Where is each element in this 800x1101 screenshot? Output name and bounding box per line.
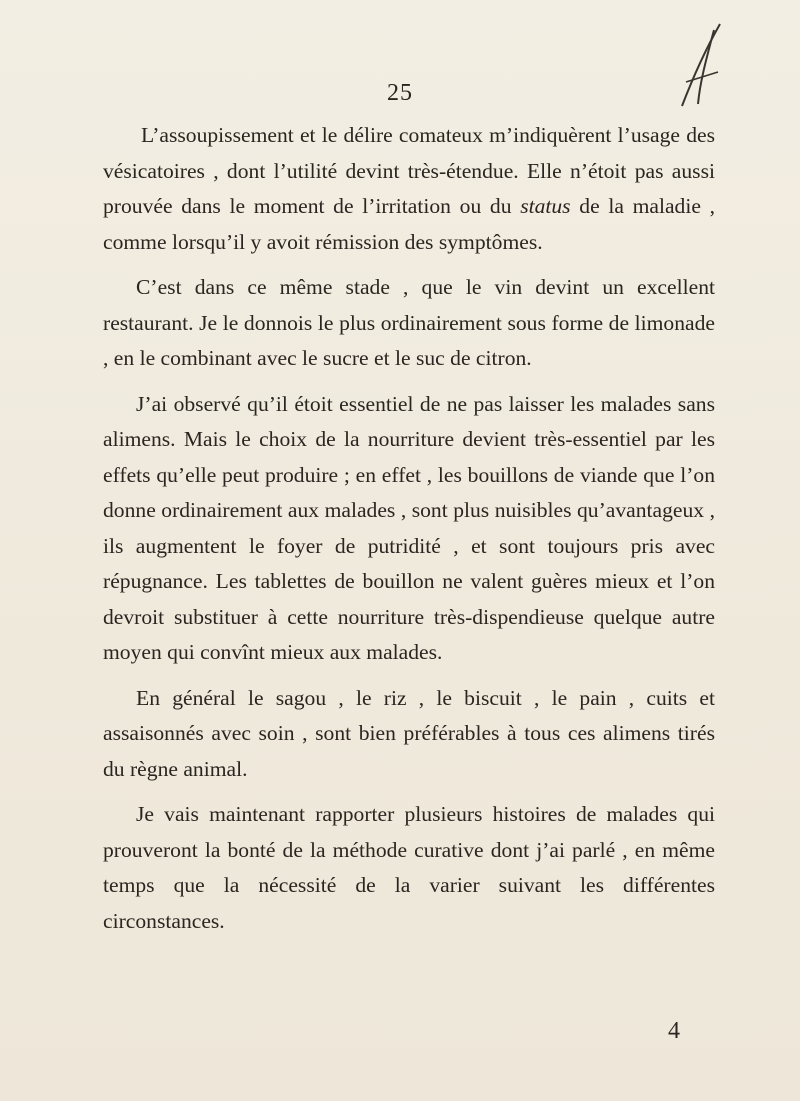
paragraph-4: En général le sagou , le riz , le biscuit , le pain , cuits et assaisonnés avec soin , sont bien préférables à tous ces alimens tirés du règne animal. — [103, 685, 715, 781]
paragraph-2: C’est dans ce même stade , que le vin devint un excellent restaurant. Je le donnois le plus ordinairement sous forme de limonade , en le combinant avec le sucre et le suc de citron. — [103, 275, 715, 370]
paragraph-1 — [103, 118, 715, 260]
paragraph-1-text: L’assoupissement et le délire comateux m’indiquèrent l’usage des vésicatoires , dont l’utilité devint très-étendue. Elle n’étoit pas aussi prouvée dans le moment de l’irritation ou du — [103, 123, 715, 218]
page-number: 25 — [387, 80, 413, 106]
paragraph-5: Je vais maintenant rapporter plusieurs histoires de malades qui prouveront la bonté de la méthode curative dont j’ai parlé , en même temps que la nécessité de la varier suivant les différentes circonstances. — [103, 802, 715, 933]
paragraph-3: J’ai observé qu’il étoit essentiel de ne pas laisser les malades sans alimens. Mais le choix de la nourriture devient très-essentiel par les effets qu’elle peut produire ; en effet , les bouillons de viande que l’on donne ordinairement aux malades , sont plus nuisibles qu’avantageux , ils augmentent le foyer de putridité , et sont toujours pris avec répugnance. Les tablettes de bouillon ne valent guères mieux et l’on devroit substituer à cette nourriture très-dispendieuse quelque autre moyen qui convînt mieux aux malades. — [103, 391, 715, 664]
body-text — [103, 118, 715, 939]
paragraph-1-emphasis: status — [520, 194, 571, 218]
paragraph-1-text-end: de la maladie , comme lorsqu’il y avoit rémission des symptômes. — [103, 194, 715, 254]
signature-mark: 4 — [668, 1018, 680, 1044]
